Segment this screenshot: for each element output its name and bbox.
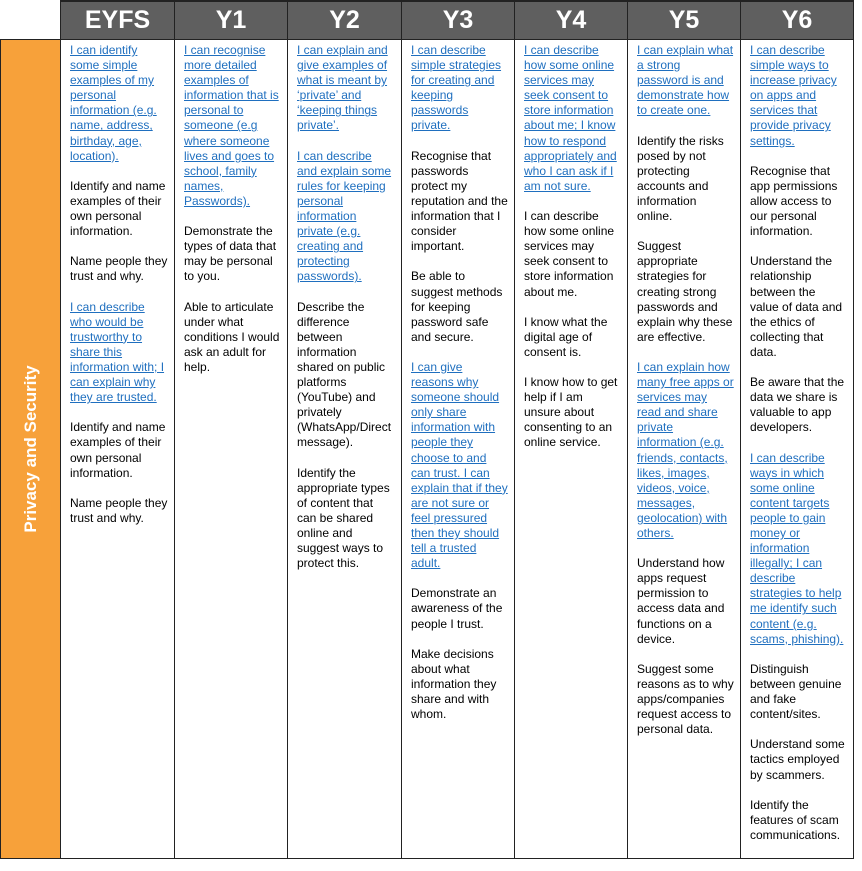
objective-text: Make decisions about what information they share and with whom.	[411, 646, 497, 722]
objective-text: Demonstrate the types of data that may be personal to you.	[184, 224, 277, 284]
year-header-eyfs: EYFS	[61, 1, 175, 40]
objective-link[interactable]: I can describe and explain some rules for keeping personal information private (e.g. creating and protecting passwords).	[297, 148, 392, 284]
objective-text: Identify the appropriate types of content that can be shared online and suggest ways to protect this.	[297, 465, 390, 571]
cell-y4	[515, 40, 628, 859]
objective-link[interactable]: I can recognise more detailed examples of information that is personal to someone (e.g where someone lives and goes to school, family names, Passwords).	[184, 43, 279, 208]
year-header-y2: Y2	[288, 1, 402, 40]
strand-label: Privacy and Security	[20, 365, 40, 533]
objective-text: Understand some tactics employed by scammers.	[750, 737, 845, 782]
objective-link[interactable]: I can explain how many free apps or services may read and share private information (e.g. friends, contacts, likes, images, videos, voice, messages, geolocation) with others.	[637, 359, 734, 540]
objective-text: I know how to get help if I am unsure about consenting to an online service.	[524, 375, 618, 450]
objective-text: Understand the relationship between the value of data and the ethics of collecting that data.	[750, 254, 843, 359]
objective-link[interactable]: I can give reasons why someone should only share information with people they choose to and can trust. I can explain that if they are not sure or feel pressured then they should tell a trusted adult.	[411, 359, 508, 571]
objective-link[interactable]: I can explain what a strong password is and demonstrate how to create one.	[637, 43, 734, 118]
objective-text: Describe the difference between information shared on public platforms (YouTube) and privately (WhatsApp/Direct message).	[297, 299, 392, 450]
year-header-y3: Y3	[402, 1, 515, 40]
objective-text: Suggest some reasons as to why apps/companies request access to personal data.	[637, 661, 734, 737]
objective-link[interactable]: I can describe ways in which some online content targets people to gain money or information illegally; I can describe strategies to help me identify such content (e.g. scams, phishing).	[750, 450, 844, 646]
objective-text: Be aware that the data we share is valuable to app developers.	[750, 375, 845, 435]
objective-text: Suggest appropriate strategies for creating strong passwords and explain why these are effective.	[637, 239, 733, 344]
objective-link[interactable]: I can describe who would be trustworthy to share this information with; I can explain why they are trusted.	[70, 299, 165, 405]
cell-y1	[175, 40, 288, 859]
objective-text: Identify the features of scam communications.	[750, 797, 841, 842]
objective-link[interactable]: I can describe how some online services may seek consent to store information about me; I know how to respond appropriately and who I can ask if I am not sure.	[524, 43, 617, 193]
objective-text: Name people they trust and why.	[70, 495, 168, 525]
objective-text: Identify the risks posed by not protecting accounts and information online.	[637, 133, 724, 224]
objective-text: Demonstrate an awareness of the people I trust.	[411, 586, 503, 631]
cell-y2	[288, 40, 402, 859]
cell-y5	[628, 40, 741, 859]
objective-text: Recognise that passwords protect my reputation and the information that I consider important.	[411, 148, 508, 254]
objective-text: Identify and name examples of their own personal information.	[70, 420, 166, 480]
objective-text: Name people they trust and why.	[70, 254, 168, 284]
strand-side-cell	[1, 40, 61, 859]
objective-text: I can describe how some online services may seek consent to store information about me.	[524, 209, 615, 299]
year-header-y5: Y5	[628, 1, 741, 40]
objective-text: I know what the digital age of consent is.	[524, 314, 608, 359]
year-header-y6: Y6	[741, 1, 854, 40]
corner-cell	[1, 1, 61, 40]
objective-link[interactable]: I can identify some simple examples of my personal information (e.g. name, address, birthday, age, location).	[70, 43, 157, 163]
objective-text: Able to articulate under what conditions I would ask an adult for help.	[184, 299, 280, 374]
objective-text: Distinguish between genuine and fake content/sites.	[750, 661, 842, 722]
objective-link[interactable]: I can explain and give examples of what is meant by ‘private’ and ‘keeping things private’.	[297, 43, 388, 133]
privacy-security-row	[1, 40, 854, 859]
objective-text: Understand how apps request permission to access data and functions on a device.	[637, 556, 725, 646]
objective-link[interactable]: I can describe simple ways to increase privacy on apps and services that provide privacy settings.	[750, 43, 837, 148]
objective-text: Be able to suggest methods for keeping password safe and secure.	[411, 269, 503, 344]
cell-y6	[741, 40, 854, 859]
objective-text: Recognise that app permissions allow access to our personal information.	[750, 163, 838, 239]
year-header-y1: Y1	[175, 1, 288, 40]
cell-y3	[402, 40, 515, 859]
objective-link[interactable]: I can describe simple strategies for creating and keeping passwords private.	[411, 43, 502, 133]
year-header-row	[1, 1, 854, 40]
objective-text: Identify and name examples of their own personal information.	[70, 178, 166, 239]
cell-eyfs	[61, 40, 175, 859]
year-header-y4: Y4	[515, 1, 628, 40]
